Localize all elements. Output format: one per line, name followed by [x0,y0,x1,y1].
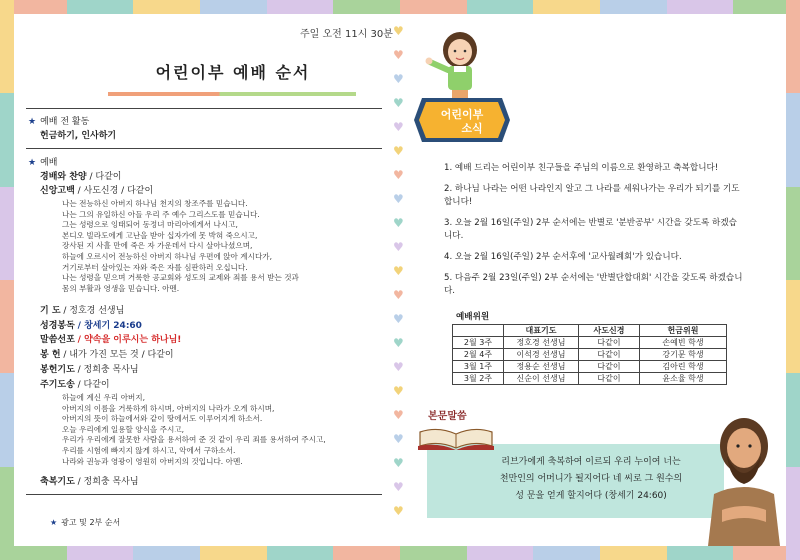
reading-row: 성경봉독 / 창세기 24:60 [40,321,142,331]
badge-line2: 소식 [461,122,483,135]
heart-icon: ♥ [393,264,404,278]
service-time: 주일 오전 11시 30분 [300,29,393,40]
news-item: 1. 예배 드리는 어린이부 친구들을 주님의 이름으로 환영하고 축복합니다! [444,163,719,173]
page-title: 어린이부 예배 순서 [155,63,311,82]
news-item: 4. 오늘 2월 16일(주일) 2부 순서후에 '교사월례회'가 있습니다. [444,252,682,262]
news-list [444,162,744,306]
star-icon: ★ [28,158,37,168]
heart-icon: ♥ [393,24,404,38]
title-underline [108,92,356,96]
news-badge [414,96,510,144]
benediction-row: 축복기도 / 정희충 목사님 [40,477,139,487]
pre-worship-content: 헌금하기, 인사하기 [40,131,117,141]
lords-prayer-row: 주기도송 / 다같이 [40,380,110,390]
scripture-title: 본문말씀 [428,411,467,422]
prayer-row: 기 도 / 정호경 선생님 [40,306,125,316]
heart-icon: ♥ [393,240,404,254]
news-item: 2. 하나님 나라는 어떤 나라인지 알고 그 나라를 세워나가는 우리가 되기를 기도합니다! [444,184,740,207]
divider [26,108,382,109]
table-header-row: 대표기도 사도신경 헌금위원 [453,325,727,337]
heart-icon: ♥ [393,48,404,62]
heart-icon: ♥ [393,384,404,398]
table-row: 3월 2주 신순이 선생님 다같이 윤소율 학생 [453,373,727,385]
praise-row: 경배와 찬양 / 다같이 [40,172,122,182]
lords-prayer-text: 하늘에 계신 우리 아버지, 아버지의 이름을 거룩하게 하시며, 아버지의 나라가 오게 하시며, 아버지의 뜻이 하늘에서와 같이 땅에서도 이루어지게 하소서. 오늘 우리에게 일용할 양식을 주시고, 우리가 우리에게 잘못한 사람을 용서하여 준 것 같이 우리 죄를 용서하여 주시고, 우리를 시험에 빠지지 않게 하시고, 악에서 구하소서. 나라와 권능과 영광이 영원히 아버지의 것입니다. 아멘. [62,393,326,466]
footer-note: ★ 광고 및 2부 순서 [50,518,121,527]
heart-icon: ♥ [393,480,404,494]
heart-icon: ♥ [393,144,404,158]
news-item: 5. 다음주 2월 23일(주일) 2부 순서에는 '반별단합대회' 시간을 갖도록 하겠습니다. [444,273,743,296]
decorative-border-left [0,0,14,560]
bearded-man-illustration [700,410,786,546]
heart-icon: ♥ [393,120,404,134]
heart-icon: ♥ [393,504,404,518]
worship-heading: ★ 예배 [28,158,58,168]
heart-icon: ♥ [393,360,404,374]
decorative-border-bottom [0,546,800,560]
divider [26,494,382,495]
star-icon: ★ [28,117,37,127]
heart-icon: ♥ [393,336,404,350]
creed-row: 신앙고백 / 사도신경 / 다같이 [40,186,154,196]
decorative-border-right [786,0,800,560]
heart-icon: ♥ [393,312,404,326]
pre-worship-heading: ★ 예배 전 활동 [28,117,90,127]
table-row: 2월 3주 정호경 선생님 다같이 손예빈 학생 [453,337,727,349]
roster-title: 예배위원 [456,312,490,322]
roster-table [452,324,727,385]
news-item: 3. 오늘 2월 16일(주일) 2부 순서에는 반별로 '분반공부' 시간을 갖도록 하겠습니다. [444,218,737,241]
heart-icon: ♥ [393,456,404,470]
offering-prayer-row: 봉헌기도 / 정희충 목사님 [40,365,139,375]
heart-icon: ♥ [393,72,404,86]
creed-text: 나는 전능하신 아버지 하나님 천지의 창조주를 믿습니다. 나는 그의 유일하신 아들 우리 주 예수 그리스도를 믿습니다. 그는 성령으로 잉태되어 동정녀 마리아에게서 나시고, 본디오 빌라도에게 고난을 받아 십자가에 못 박혀 죽으시고, 장사된 지 사흘 만에 죽은 자 가운데서 다시 살아나셨으며, 하늘에 오르시어 전능하신 아버지 하나님 우편에 앉아 계시다가, 거기로부터 살아있는 자와 죽은 자를 심판하러 오십니다. 나는 성령을 믿으며 거룩한 공교회와 성도의 교제와 죄를 용서 받는 것과 몸의 부활과 영생을 믿습니다. 아멘. [62,199,299,293]
table-row: 3월 1주 정용순 선생님 다같이 김아린 학생 [453,361,727,373]
heart-icon: ♥ [393,288,404,302]
sermon-row: 말씀선포 / 약속을 이루시는 하나님! [40,335,182,345]
offering-row: 봉 헌 / 내가 가진 모든 것 / 다같이 [40,350,174,360]
star-icon: ★ [50,518,58,527]
badge-line1: 어린이부 [440,108,484,121]
divider [26,148,382,149]
heart-icon: ♥ [393,408,404,422]
girl-illustration [420,22,500,102]
heart-icon: ♥ [393,216,404,230]
decorative-border-top [0,0,800,14]
heart-icon: ♥ [393,168,404,182]
heart-icon: ♥ [393,432,404,446]
heart-icon: ♥ [393,96,404,110]
scripture-text: 리브가에게 축복하여 이르되 우리 누이여 너는 천만인의 어머니가 될지어다 네 씨로 그 원수의 성 문을 얻게 할지어다 (창세기 24:60) [499,457,683,501]
heart-icon: ♥ [393,192,404,206]
table-row: 2월 4주 이석경 선생님 다같이 강기문 학생 [453,349,727,361]
